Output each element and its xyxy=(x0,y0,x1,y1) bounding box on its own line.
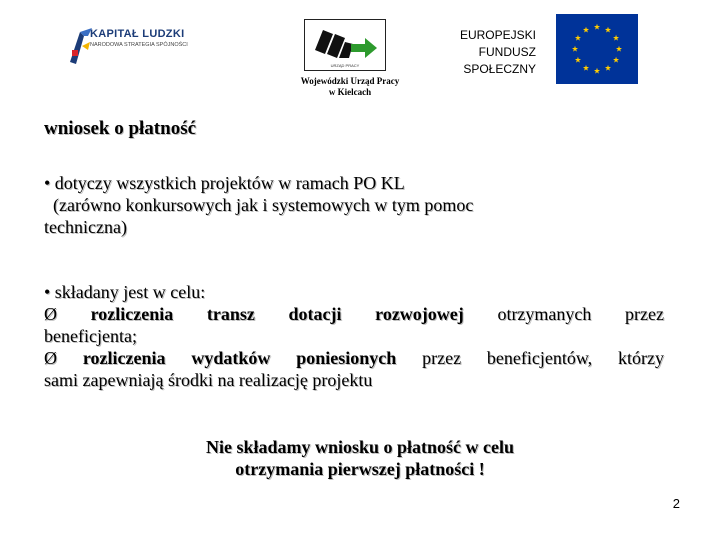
bullet-purpose xyxy=(44,281,664,391)
bullet2-intro: • składany jest w celu: xyxy=(44,282,206,302)
page-number: 2 xyxy=(672,496,680,511)
kl-subtitle: NARODOWA STRATEGIA SPÓJNOŚCI xyxy=(90,42,188,48)
page-title: wniosek o płatność xyxy=(44,118,197,139)
purpose-item2-cont: sami zapewniają środki na realizację projektu xyxy=(44,370,373,390)
efs-label xyxy=(440,27,536,78)
wup-caption xyxy=(290,76,410,98)
wup-emblem-icon xyxy=(305,20,385,70)
purpose-item1-cont: beneficjenta; xyxy=(44,326,137,346)
closing-line1: Nie składamy wniosku o płatność w celu xyxy=(205,437,515,457)
wup-caption-line1: Wojewódzki Urząd Pracy xyxy=(300,76,400,86)
wup-caption-line2: w Kielcach xyxy=(328,87,372,97)
bullet1-line3: techniczna) xyxy=(44,217,127,237)
efs-line1: EUROPEJSKI xyxy=(459,28,536,42)
purpose-item1 xyxy=(44,303,664,325)
wup-sign-text: URZĄD PRACY xyxy=(330,63,360,68)
efs-line2: FUNDUSZ xyxy=(478,45,536,59)
closing-note xyxy=(60,436,660,480)
purpose-item2 xyxy=(44,347,664,369)
arrow-marker-icon: Ø xyxy=(44,304,57,324)
eu-flag-icon xyxy=(556,14,638,84)
bullet1-line2: (zarówno konkursowych jak i systemowych w tym pomoc xyxy=(44,195,474,215)
kl-title: KAPITAŁ LUDZKI xyxy=(90,28,185,40)
efs-line3: SPOŁECZNY xyxy=(463,62,536,76)
purpose-item1-bold: rozliczenia transz dotacji rozwojowej xyxy=(90,304,464,324)
purpose-item2-rest: przez beneficjentów, którzy xyxy=(422,348,665,368)
wup-logo xyxy=(304,19,386,71)
kapital-ludzki-logo xyxy=(66,22,216,70)
purpose-item2-bold: rozliczenia wydatków poniesionych xyxy=(82,348,397,368)
arrow-marker-icon: Ø xyxy=(44,348,57,368)
closing-line2: otrzymania pierwszej płatności ! xyxy=(235,459,485,479)
purpose-item1-rest: otrzymanych przez xyxy=(497,304,664,324)
bullet-scope xyxy=(44,172,664,238)
bullet1-line1: • dotyczy wszystkich projektów w ramach PO KL xyxy=(44,173,405,193)
